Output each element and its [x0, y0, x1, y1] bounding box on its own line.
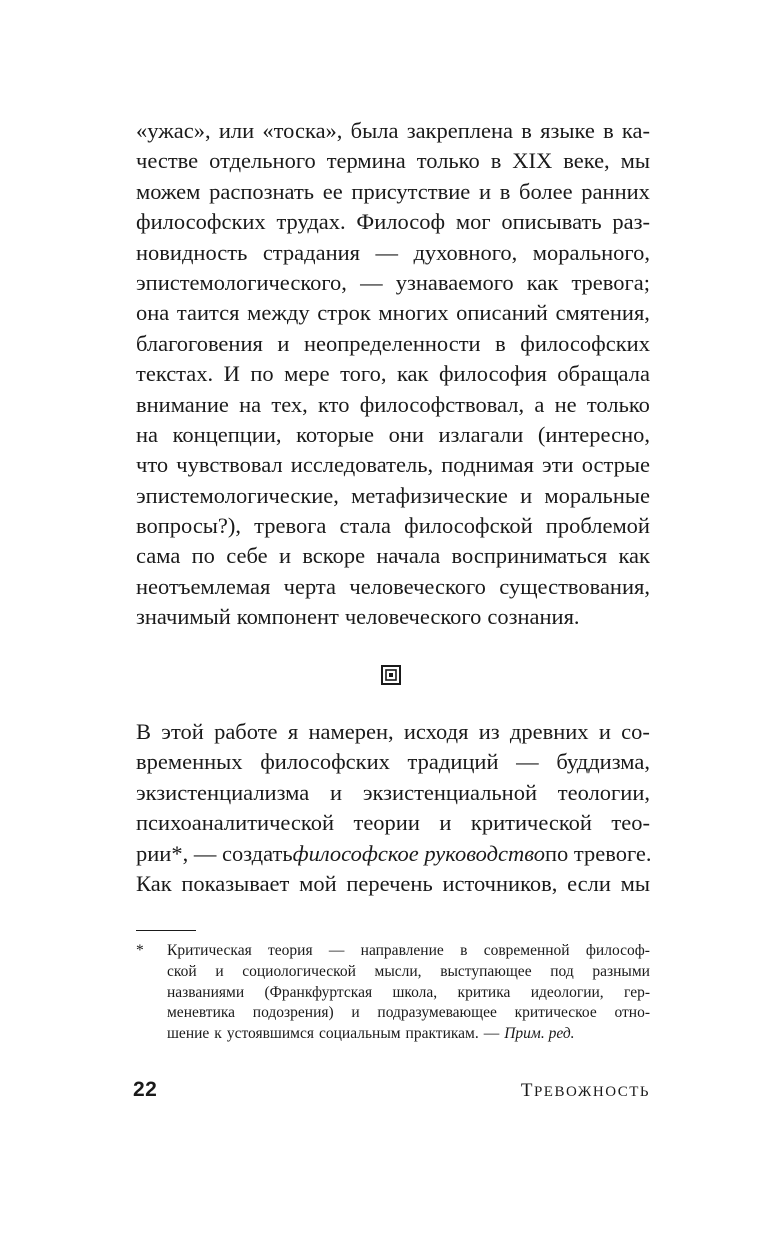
text-line: философских трудах. Философ мог описывать раз-	[136, 209, 650, 235]
footnote-divider	[136, 930, 196, 931]
running-title: ТРЕВОЖНОСТЬ	[520, 1080, 650, 1101]
text-line: можем распознать ее присутствие и в более ранних	[136, 178, 650, 204]
text-line: психоаналитической теории и критической тео-	[136, 810, 650, 836]
text-segment: по тревоге.	[544, 840, 652, 866]
footnote-text	[167, 941, 650, 1045]
text-line: вопросы?), тревога стала философской проблемой	[136, 513, 650, 539]
text-line: В этой работе я намерен, исходя из древних и со-	[136, 719, 650, 744]
footnote-line: шение к устоявшимся социальным практикам. — Прим. ред.	[167, 1024, 650, 1045]
text-line: эпистемологические, метафизические и моральные	[136, 482, 650, 508]
text-line: временных философских традиций — буддизма,	[136, 749, 650, 775]
paragraph-1	[136, 116, 650, 633]
text-line: внимание на тех, кто философствовал, а не только	[136, 391, 650, 417]
text-line: «ужас», или «тоска», была закреплена в языке в ка-	[136, 118, 650, 143]
square-ornament-icon	[381, 665, 401, 685]
text-line: на концепции, которые они излагали (интересно,	[136, 421, 650, 447]
text-line: что чувствовал исследователь, поднимая эти острые	[136, 452, 650, 478]
text-line: экзистенциализма и экзистенциальной теологии,	[136, 779, 650, 805]
footnote-line: ской и социологической мысли, выступающее под разными	[167, 962, 650, 980]
page-number: 22	[133, 1078, 158, 1101]
italic-phrase: философское руководство	[292, 840, 545, 866]
editor-note: Прим. ред.	[504, 1025, 575, 1043]
text-line: значимый компонент человеческого сознания.	[136, 604, 580, 630]
footnote-line: Критическая теория — направление в современной философ-	[167, 942, 650, 959]
text-line: эпистемологического, — узнаваемого как тревога;	[136, 269, 650, 295]
text-line: Как показывает мой перечень источников, если мы	[136, 870, 650, 896]
text-line: честве отдельного термина только в XIX веке, мы	[136, 148, 650, 174]
paragraph-2	[136, 717, 650, 899]
text-line: текстах. И по мере того, как философия обращала	[136, 361, 650, 387]
text-line: новидность страдания — духовного, морального,	[136, 239, 650, 265]
text-line: благоговения и неопределенности в философских	[136, 330, 650, 356]
text-line: она таится между строк многих описаний смятения,	[136, 300, 650, 326]
footnote-line: меневтика подозрения) и подразумевающее критическое отно-	[167, 1004, 650, 1022]
text-line-with-italic	[136, 839, 650, 869]
text-line: сама по себе и вскоре начала восприниматься как	[136, 543, 650, 569]
footnote-marker: *	[136, 942, 144, 959]
text-segment: рии*, — создать	[136, 840, 293, 866]
text-line: неотъемлемая черта человеческого существования,	[136, 573, 650, 599]
footnote-line: названиями (Франкфуртская школа, критика идеологии, гер-	[167, 983, 650, 1001]
